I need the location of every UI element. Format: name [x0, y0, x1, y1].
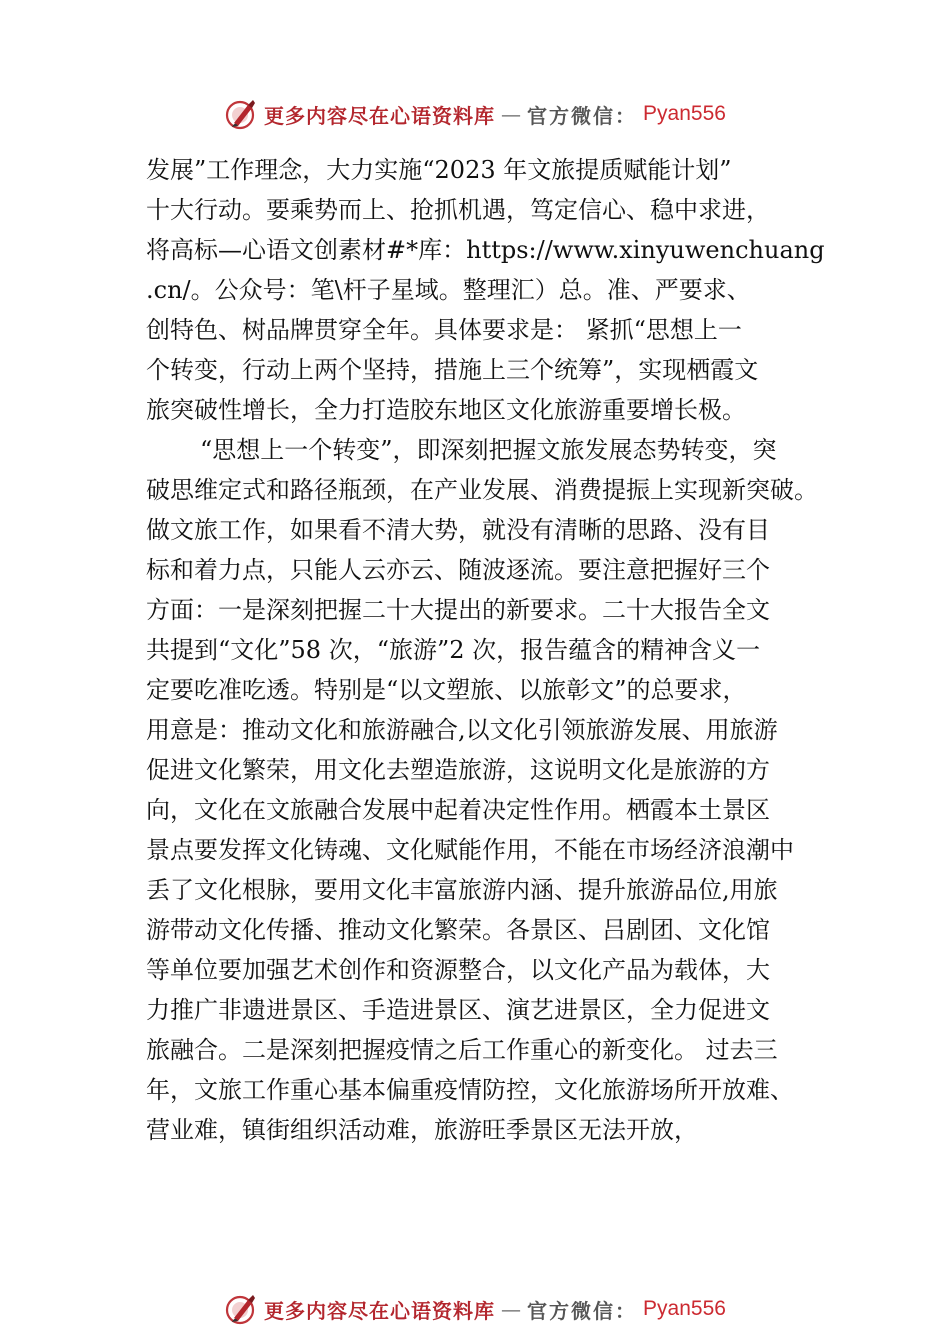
- body-line: 向，文化在文旅融合发展中起着决定性作用。栖霞本土景区: [146, 796, 770, 824]
- body-line: .cn/。公众号：笔\杆子星域。整理汇）总。准、严要求、: [146, 276, 751, 304]
- body-line: 做文旅工作，如果看不清大势，就没有清晰的思路、没有目: [146, 516, 770, 544]
- banner-wechat-label: 官方微信：: [527, 103, 638, 128]
- body-line: 方面：一是深刻把握二十大提出的新要求。二十大报告全文: [146, 596, 770, 624]
- body-line: 年，文旅工作重心基本偏重疫情防控，文化旅游场所开放难、: [146, 1076, 794, 1104]
- body-line: 发展”工作理念，大力实施“2023 年文旅提质赋能计划”: [146, 156, 732, 184]
- body-line: 丢了文化根脉，要用文化丰富旅游内涵、提升旅游品位,用旅: [146, 876, 778, 904]
- body-line: 创特色、树品牌贯穿全年。具体要求是： 紧抓“思想上一: [146, 316, 742, 344]
- banner-separator: —: [501, 102, 522, 126]
- brush-logo-icon: [224, 97, 258, 131]
- footer-banner: [0, 1287, 950, 1331]
- body-line: 旅融合。二是深刻把握疫情之后工作重心的新变化。 过去三: [146, 1036, 778, 1064]
- banner-separator: —: [501, 1297, 522, 1321]
- header-banner: [0, 92, 950, 136]
- body-line: 定要吃准吃透。特别是“以文塑旅、以旅彰文”的总要求，: [146, 676, 747, 704]
- body-line: 标和着力点，只能人云亦云、随波逐流。要注意把握好三个: [146, 556, 770, 584]
- brush-logo-icon: [224, 1292, 258, 1326]
- body-line: 用意是：推动文化和旅游融合,以文化引领旅游发展、用旅游: [146, 716, 778, 744]
- body-line: 共提到“文化”58 次，“旅游”2 次，报告蕴含的精神含义一: [146, 636, 761, 664]
- document-body: [146, 150, 826, 1150]
- body-line: 等单位要加强艺术创作和资源整合，以文化产品为载体，大: [146, 956, 770, 984]
- body-line: 个转变，行动上两个坚持，措施上三个统筹”，实现栖霞文: [146, 356, 759, 384]
- banner-wechat-account: Pyan556: [643, 1297, 726, 1320]
- banner-brand-text: 更多内容尽在心语资料库: [264, 1298, 496, 1323]
- body-line: 营业难，镇街组织活动难，旅游旺季景区无法开放，: [146, 1116, 698, 1144]
- body-line: 游带动文化传播、推动文化繁荣。各景区、吕剧团、文化馆: [146, 916, 770, 944]
- body-line-paragraph-start: “思想上一个转变”，即深刻把握文旅发展态势转变，突: [200, 436, 777, 464]
- body-line: 十大行动。要乘势而上、抢抓机遇，笃定信心、稳中求进，: [146, 196, 770, 224]
- body-line: 将高标—心语文创素材#*库：https://www.xinyuwenchuang: [146, 236, 825, 264]
- banner-wechat-label: 官方微信：: [527, 1298, 638, 1323]
- body-line: 破思维定式和路径瓶颈，在产业发展、消费提振上实现新突破。: [146, 476, 818, 504]
- body-line: 促进文化繁荣，用文化去塑造旅游，这说明文化是旅游的方: [146, 756, 770, 784]
- body-line: 旅突破性增长，全力打造胶东地区文化旅游重要增长极。: [146, 396, 746, 424]
- body-line: 景点要发挥文化铸魂、文化赋能作用，不能在市场经济浪潮中: [146, 836, 794, 864]
- banner-brand-text: 更多内容尽在心语资料库: [264, 103, 496, 128]
- body-line: 力推广非遗进景区、手造进景区、演艺进景区，全力促进文: [146, 996, 770, 1024]
- banner-wechat-account: Pyan556: [643, 102, 726, 125]
